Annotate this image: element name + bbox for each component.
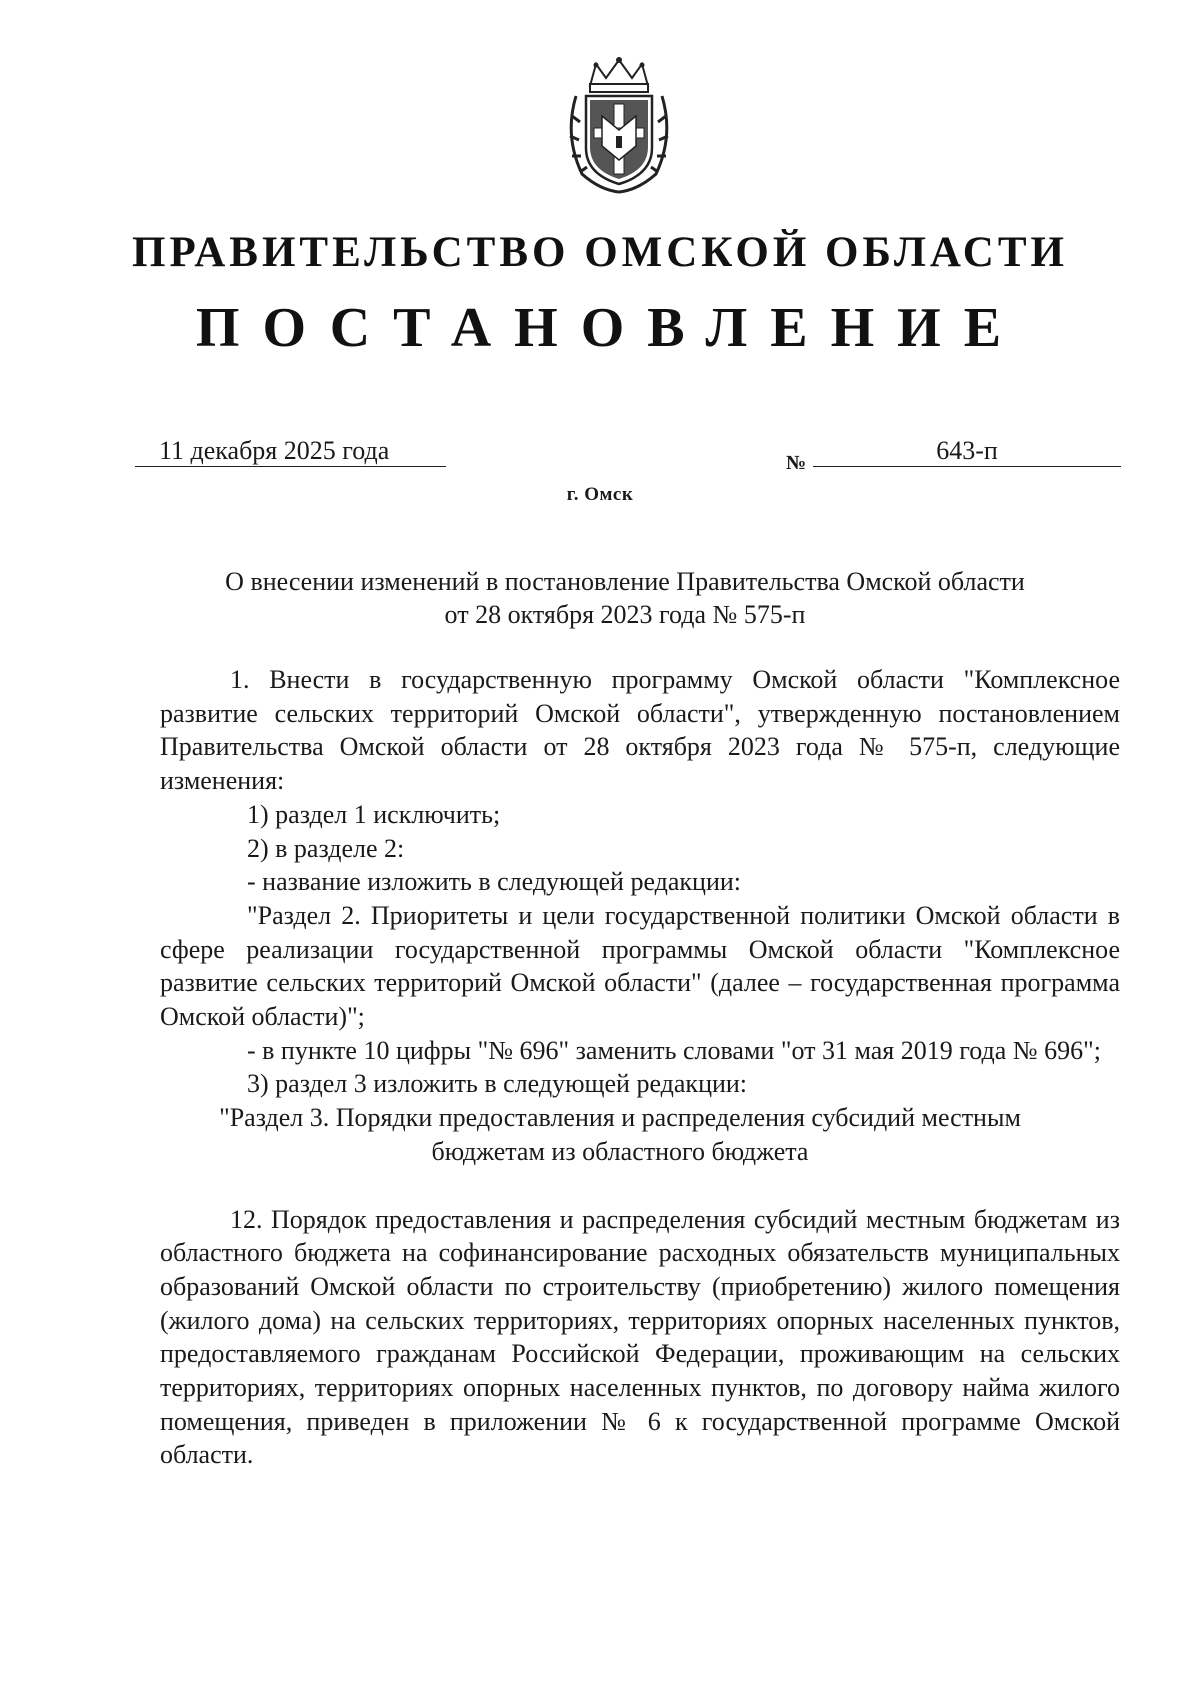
document-type: ПОСТАНОВЛЕНИЕ bbox=[195, 297, 1025, 359]
section-3-heading bbox=[120, 1101, 1120, 1168]
document-date: 11 декабря 2025 года bbox=[135, 436, 446, 467]
document-city: г. Омск bbox=[566, 484, 634, 505]
number-label: № bbox=[786, 452, 807, 474]
document-number: 643-п bbox=[813, 436, 1121, 467]
document-title bbox=[130, 565, 1120, 631]
paragraph-7: 3) раздел 3 изложить в следующей редакции: bbox=[247, 1069, 748, 1099]
paragraph-3: 2) в разделе 2: bbox=[247, 833, 405, 863]
section-3-heading-line-1: "Раздел 3. Порядки предоставления и распределения субсидий местным bbox=[219, 1103, 1021, 1133]
paragraph-6: - в пункте 10 цифры "№ 696" заменить словами "от 31 мая 2019 года № 696"; bbox=[247, 1035, 1101, 1065]
section-3-heading-line-2: бюджетам из областного бюджета bbox=[431, 1136, 809, 1166]
paragraph-5: "Раздел 2. Приоритеты и цели государственной политики Омской области в сфере реализации государственной программы Омской области "Комплексное развитие сельских территорий Омской области" (далее – государственная программа Омской области)"; bbox=[160, 900, 1120, 1032]
organization-name: ПРАВИТЕЛЬСТВО ОМСКОЙ ОБЛАСТИ bbox=[132, 229, 1068, 276]
paragraph-2: 1) раздел 1 исключить; bbox=[247, 799, 501, 829]
coat-of-arms-icon bbox=[560, 56, 678, 194]
title-line-2: от 28 октября 2023 года № 575-п bbox=[444, 600, 806, 629]
paragraph-12: 12. Порядок предоставления и распределения субсидий местным бюджетам из областного бюджета на софинансирование расходных обязательств муниципальных образований Омской области по строительству (приобретению) жилого помещения (жилого дома) на сельских территориях, территориях опорных населенных пунктов, предоставляемого гражданам Российской Федерации, проживающим на сельских территориях, территориях опорных населенных пунктов, по договору найма жилого помещения, приведен в приложении № 6 к государственной программе Омской области. bbox=[160, 1204, 1120, 1470]
document-body bbox=[160, 663, 1120, 1472]
paragraph-1: 1. Внести в государственную программу Омской области "Комплексное развитие сельских территорий Омской области", утвержденную постановлением Правительства Омской области от 28 октября 2023 года № 575-п, следующие изменения: bbox=[160, 665, 1120, 796]
spacer bbox=[160, 1169, 1120, 1203]
title-line-1: О внесении изменений в постановление Правительства Омской области bbox=[225, 567, 1025, 596]
paragraph-4: - название изложить в следующей редакции: bbox=[247, 867, 742, 897]
